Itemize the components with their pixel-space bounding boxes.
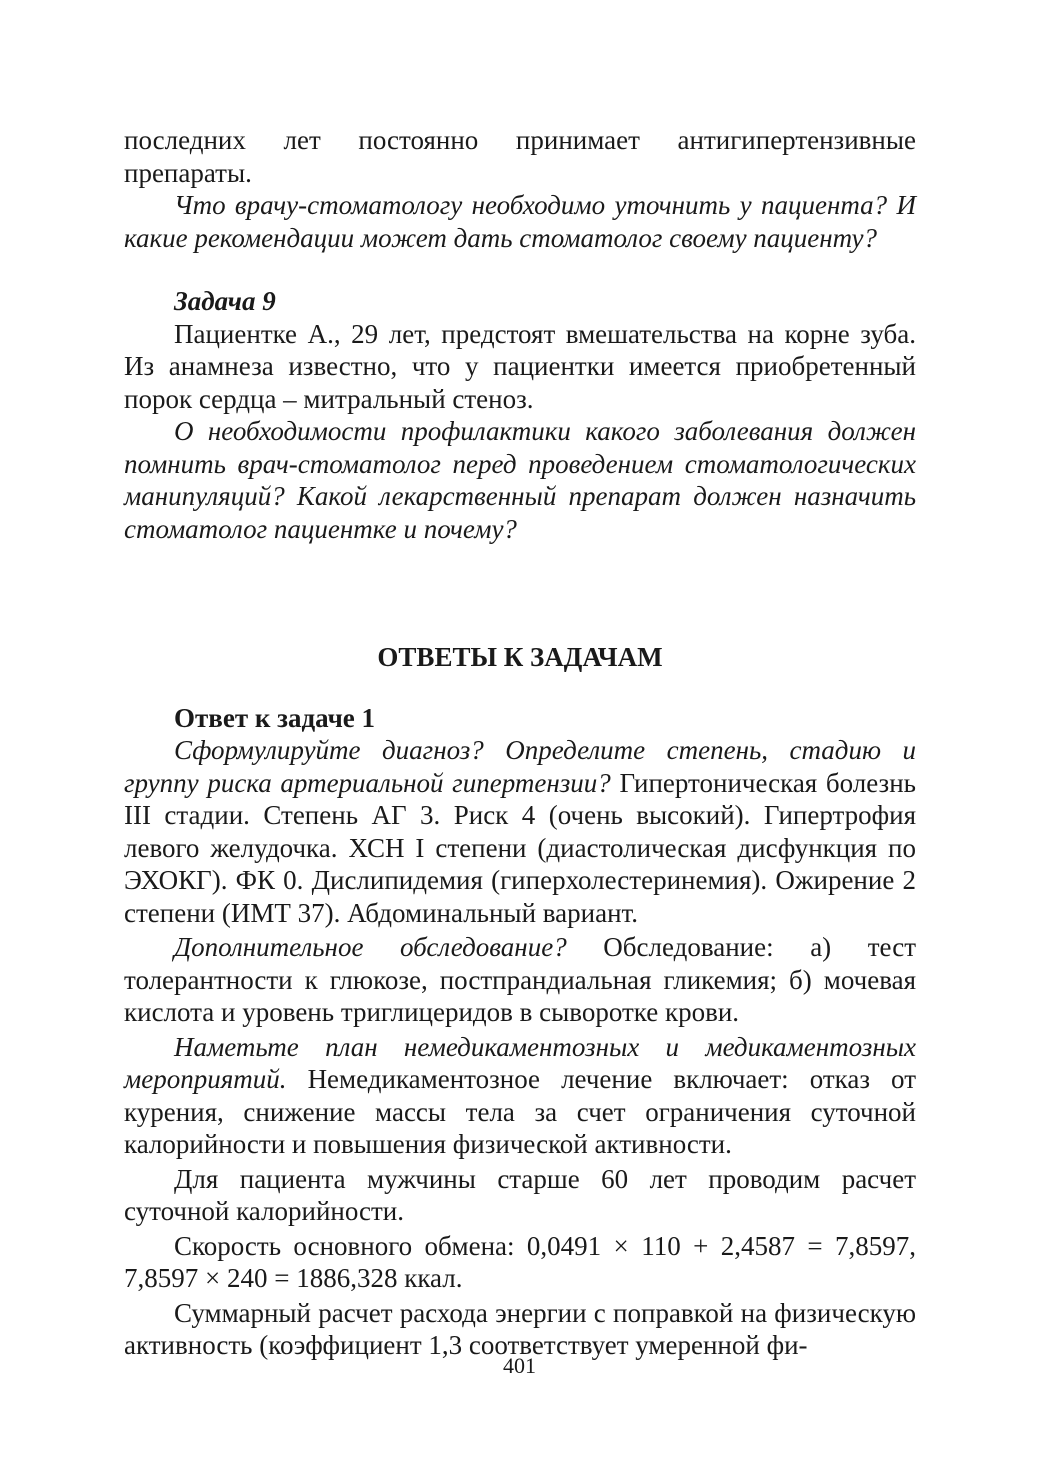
page-number: 401 bbox=[503, 1353, 536, 1378]
task9-question: О необходимости профилактики какого заболевания должен помнить врач-стоматолог перед проведением стоматологических манипуляций? Какой лекарственный препарат должен назначить стоматолог пациентке и почему? bbox=[124, 416, 916, 544]
answer1-answer-2: Обследование: а) тест толерантности к глюкозе, постпрандиальная гликемия; б) мочевая кислота и уровень триглицеридов в сыворотке крови. bbox=[124, 932, 917, 1027]
answer1-paragraph-5: Скорость основного обмена: 0,0491 × 110 + 2,4587 = 7,8597, 7,8597 × 240 = 1886,328 ккал. bbox=[124, 1230, 916, 1293]
answer1-heading: Ответ к задаче 1 bbox=[174, 702, 376, 733]
answer1-answer-3: Немедикаментозное лечение включает: отказ от курения, снижение массы тела за счет ограничения суточной калорийности и повышения физической активности. bbox=[124, 1064, 916, 1159]
answer1-paragraph-1 bbox=[124, 734, 916, 929]
answer1-paragraph-2 bbox=[124, 931, 916, 1029]
answer1-question-2: Дополнительное обследование? bbox=[174, 932, 567, 962]
answer1-question-1: Сформулируйте диагноз? Определите степень, стадию и группу риска артериальной гипертензии? bbox=[124, 735, 916, 798]
answer1-paragraph-4: Для пациента мужчины старше 60 лет проводим расчет суточной калорийности. bbox=[124, 1163, 916, 1226]
task9-text: Пациентке А., 29 лет, предстоят вмешательства на корне зуба. Из анамнеза известно, что у пациентки имеется приобретенный порок сердца – митральный стеноз. bbox=[124, 318, 916, 414]
answer1-paragraph-3 bbox=[124, 1031, 916, 1161]
answer1-question-3: Наметьте план немедикаментозных и медикаментозных мероприятий. bbox=[124, 1031, 916, 1094]
section-title: ОТВЕТЫ К ЗАДАЧАМ bbox=[377, 642, 663, 672]
page-content bbox=[124, 124, 916, 1362]
task9-heading: Задача 9 bbox=[174, 286, 276, 316]
answer1-answer-1: Гипертоническая болезнь III стадии. Степень АГ 3. Риск 4 (очень высокий). Гипертрофия левого желудочка. ХСН I степени (диастолическая дисфункция по ЭХОКГ). ФК 0. Дислипидемия (гиперхолестеринемия). Ожирение 2 степени (ИМТ 37). Абдоминальный вариант. bbox=[124, 767, 916, 928]
answer1-paragraph-6: Суммарный расчет расхода энергии с поправкой на физическую активность (коэффициент 1,3 соответствует умеренной фи- bbox=[124, 1297, 916, 1360]
task8-question: Что врачу-стоматологу необходимо уточнить у пациента? И какие рекомендации может дать стоматолог своему пациенту? bbox=[124, 190, 916, 253]
paragraph-continuation: последних лет постоянно принимает антигипертензивные препараты. bbox=[124, 125, 916, 188]
